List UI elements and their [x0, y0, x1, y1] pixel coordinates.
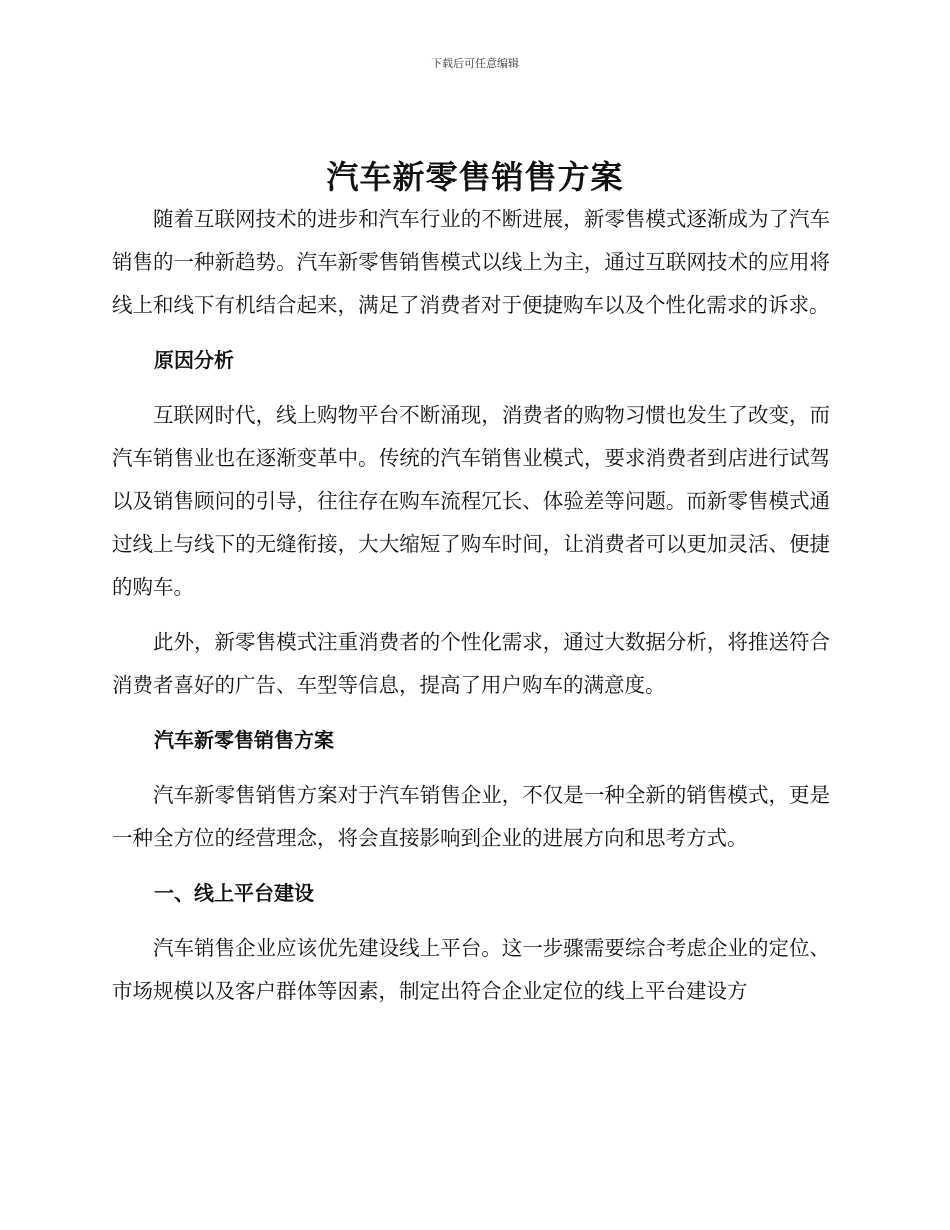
paragraph-intro: 随着互联网技术的进步和汽车行业的不断进展，新零售模式逐渐成为了汽车销售的一种新趋势。汽车新零售销售模式以线上为主，通过互联网技术的应用将线上和线下有机结合起来，满足了消费者对于便捷购车以及个性化需求的诉求。 — [112, 207, 830, 317]
paragraph-sales-plan: 汽车新零售销售方案对于汽车销售企业，不仅是一种全新的销售模式，更是一种全方位的经营理念，将会直接影响到企业的进展方向和思考方式。 — [112, 783, 830, 850]
header-note: 下载后可任意编辑 — [431, 57, 519, 70]
section-heading-sales-plan: 汽车新零售销售方案 — [154, 728, 334, 752]
paragraph-cause-1: 互联网时代，线上购物平台不断涌现，消费者的购物习惯也发生了改变，而汽车销售业也在逐渐变革中。传统的汽车销售业模式，要求消费者到店进行试驾以及销售顾问的引导，往往存在购车流程冗长、体验差等问题。而新零售模式通过线上与线下的无缝衔接，大大缩短了购车时间，让消费者可以更加灵活、便捷的购车。 — [112, 403, 830, 599]
document-title: 汽车新零售销售方案 — [326, 158, 624, 196]
paragraph-cause-2: 此外，新零售模式注重消费者的个性化需求，通过大数据分析，将推送符合消费者喜好的广告、车型等信息，提高了用户购车的满意度。 — [112, 630, 830, 697]
document-body — [112, 198, 830, 1025]
section-heading-online-platform: 一、线上平台建设 — [154, 881, 314, 905]
section-heading-cause-analysis: 原因分析 — [154, 348, 234, 372]
paragraph-online-platform: 汽车销售企业应该优先建设线上平台。这一步骤需要综合考虑企业的定位、市场规模以及客户群体等因素，制定出符合企业定位的线上平台建设方 — [112, 936, 830, 1003]
